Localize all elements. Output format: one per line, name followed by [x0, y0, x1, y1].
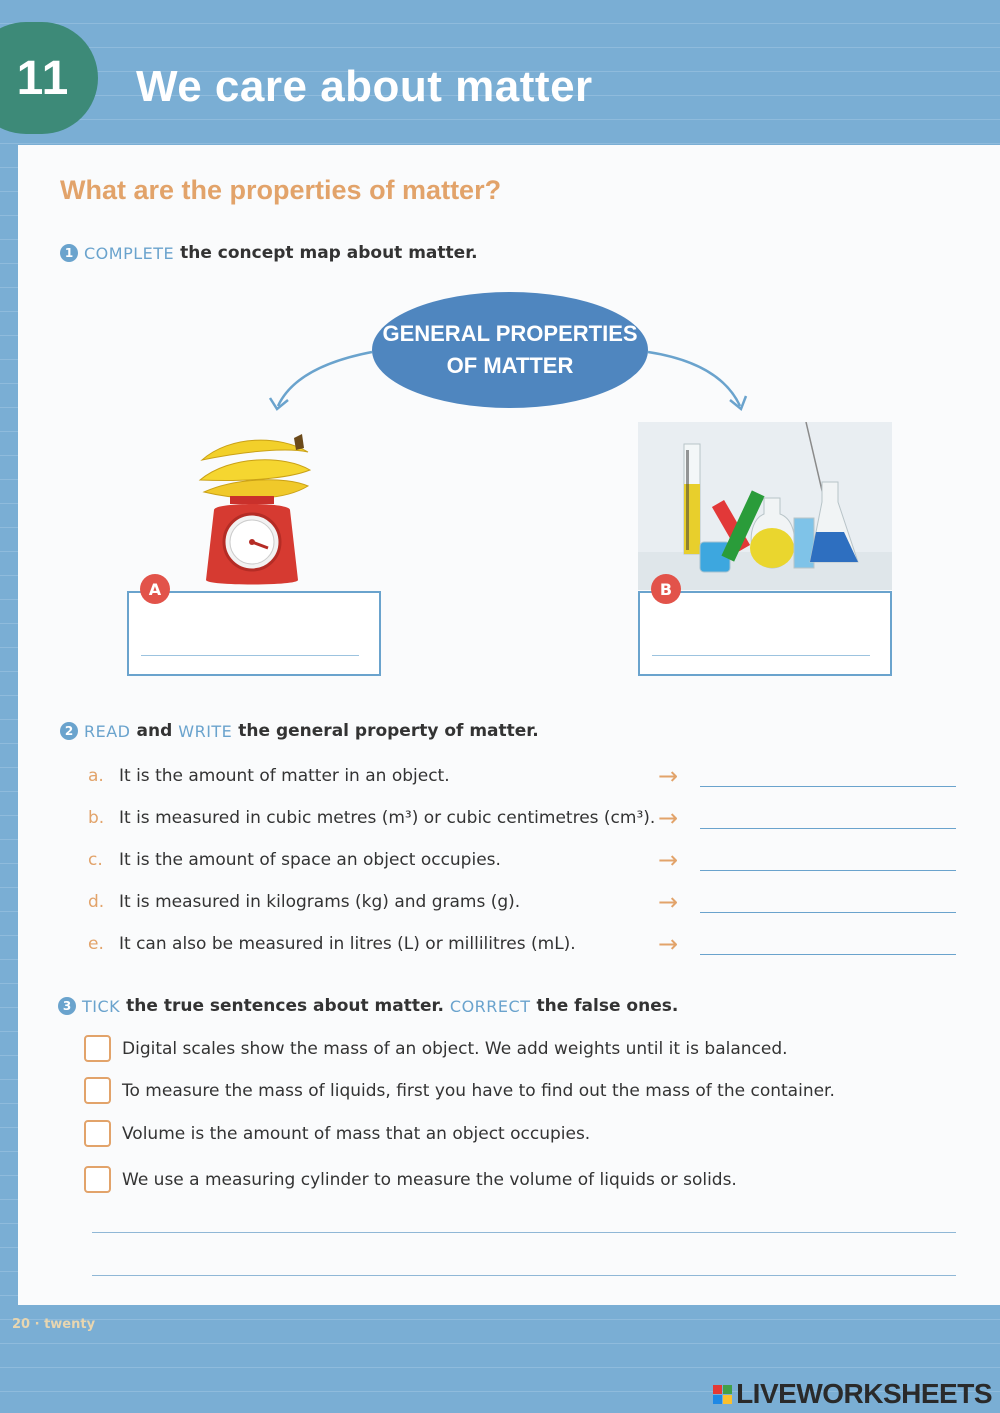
exercise-1-number: 1 — [60, 244, 78, 262]
answer-line[interactable] — [700, 954, 956, 955]
exercise-2-number: 2 — [60, 722, 78, 740]
answer-box-b[interactable] — [638, 591, 892, 676]
answer-line[interactable] — [700, 786, 956, 787]
concept-map-center — [372, 292, 648, 408]
tick-checkbox[interactable] — [84, 1120, 111, 1147]
statement-text: We use a measuring cylinder to measure the volume of liquids or solids. — [122, 1170, 737, 1190]
banana-scale-image — [190, 430, 320, 590]
exercise-3-text: the true sentences about matter. — [126, 996, 444, 1016]
arrow-right-icon: → — [658, 846, 679, 874]
exercise-3-text-end: the false ones. — [536, 996, 679, 1016]
question-letter: a. — [88, 766, 104, 786]
arrow-right-icon: → — [658, 762, 679, 790]
answer-line[interactable] — [700, 828, 956, 829]
statement-text: To measure the mass of liquids, first you have to find out the mass of the container. — [122, 1081, 835, 1101]
unit-title: We care about matter — [136, 62, 593, 111]
arrow-right-icon: → — [658, 888, 679, 916]
answer-line-b[interactable] — [652, 655, 870, 656]
question-letter: d. — [88, 892, 105, 912]
question-letter: c. — [88, 850, 103, 870]
arrow-right-icon: → — [658, 804, 679, 832]
concept-center-line1: GENERAL PROPERTIES — [382, 321, 638, 347]
arrow-right — [648, 352, 740, 406]
arrow-right-icon: → — [658, 930, 679, 958]
exercise-3-instruction — [58, 996, 678, 1016]
question-text: It is the amount of space an object occupies. — [119, 850, 501, 870]
exercise-3-verb-tick: TICK — [82, 996, 121, 1016]
lab-glassware-image — [638, 422, 892, 590]
tick-checkbox[interactable] — [84, 1166, 111, 1193]
badge-a: A — [140, 574, 170, 604]
brand-name: LIVEWORKSHEETS — [736, 1378, 992, 1409]
exercise-2-and: and — [136, 721, 173, 741]
question-letter: b. — [88, 808, 105, 828]
correction-line-2[interactable] — [92, 1275, 956, 1276]
concept-center-line2: OF MATTER — [446, 353, 574, 378]
answer-line[interactable] — [700, 912, 956, 913]
question-text: It is measured in kilograms (kg) and grams (g). — [119, 892, 521, 912]
badge-b: B — [651, 574, 681, 604]
question-text: It is the amount of matter in an object. — [119, 766, 450, 786]
exercise-2-text: the general property of matter. — [238, 721, 539, 741]
question-c — [88, 846, 958, 878]
statement-text: Digital scales show the mass of an object. We add weights until it is balanced. — [122, 1039, 788, 1059]
section-title: What are the properties of matter? — [60, 175, 502, 205]
page-number: 20 · twenty — [12, 1317, 96, 1332]
question-text: It is measured in cubic metres (m³) or cubic centimetres (cm³). — [119, 808, 656, 828]
correction-line-1[interactable] — [92, 1232, 956, 1233]
exercise-2-verb-read: READ — [84, 721, 131, 741]
question-letter: e. — [88, 934, 104, 954]
arrow-left — [278, 352, 372, 406]
question-b — [88, 804, 958, 836]
answer-box-a[interactable] — [127, 591, 381, 676]
tick-checkbox[interactable] — [84, 1077, 111, 1104]
tick-checkbox[interactable] — [84, 1035, 111, 1062]
answer-line[interactable] — [700, 870, 956, 871]
question-text: It can also be measured in litres (L) or millilitres (mL). — [119, 934, 576, 954]
exercise-1-verb: COMPLETE — [84, 243, 175, 263]
unit-number: 11 — [16, 51, 70, 105]
brand-icon — [713, 1385, 732, 1404]
exercise-3-verb-correct: CORRECT — [449, 996, 531, 1016]
answer-line-a[interactable] — [141, 655, 359, 656]
liveworksheets-logo — [713, 1378, 992, 1410]
exercise-2-instruction — [60, 721, 539, 741]
exercise-2-verb-write: WRITE — [178, 721, 233, 741]
question-e — [88, 930, 958, 962]
exercise-3-number: 3 — [58, 997, 76, 1015]
statement-text: Volume is the amount of mass that an object occupies. — [122, 1124, 591, 1144]
exercise-1-text: the concept map about matter. — [180, 243, 478, 263]
question-d — [88, 888, 958, 920]
question-a — [88, 762, 958, 794]
